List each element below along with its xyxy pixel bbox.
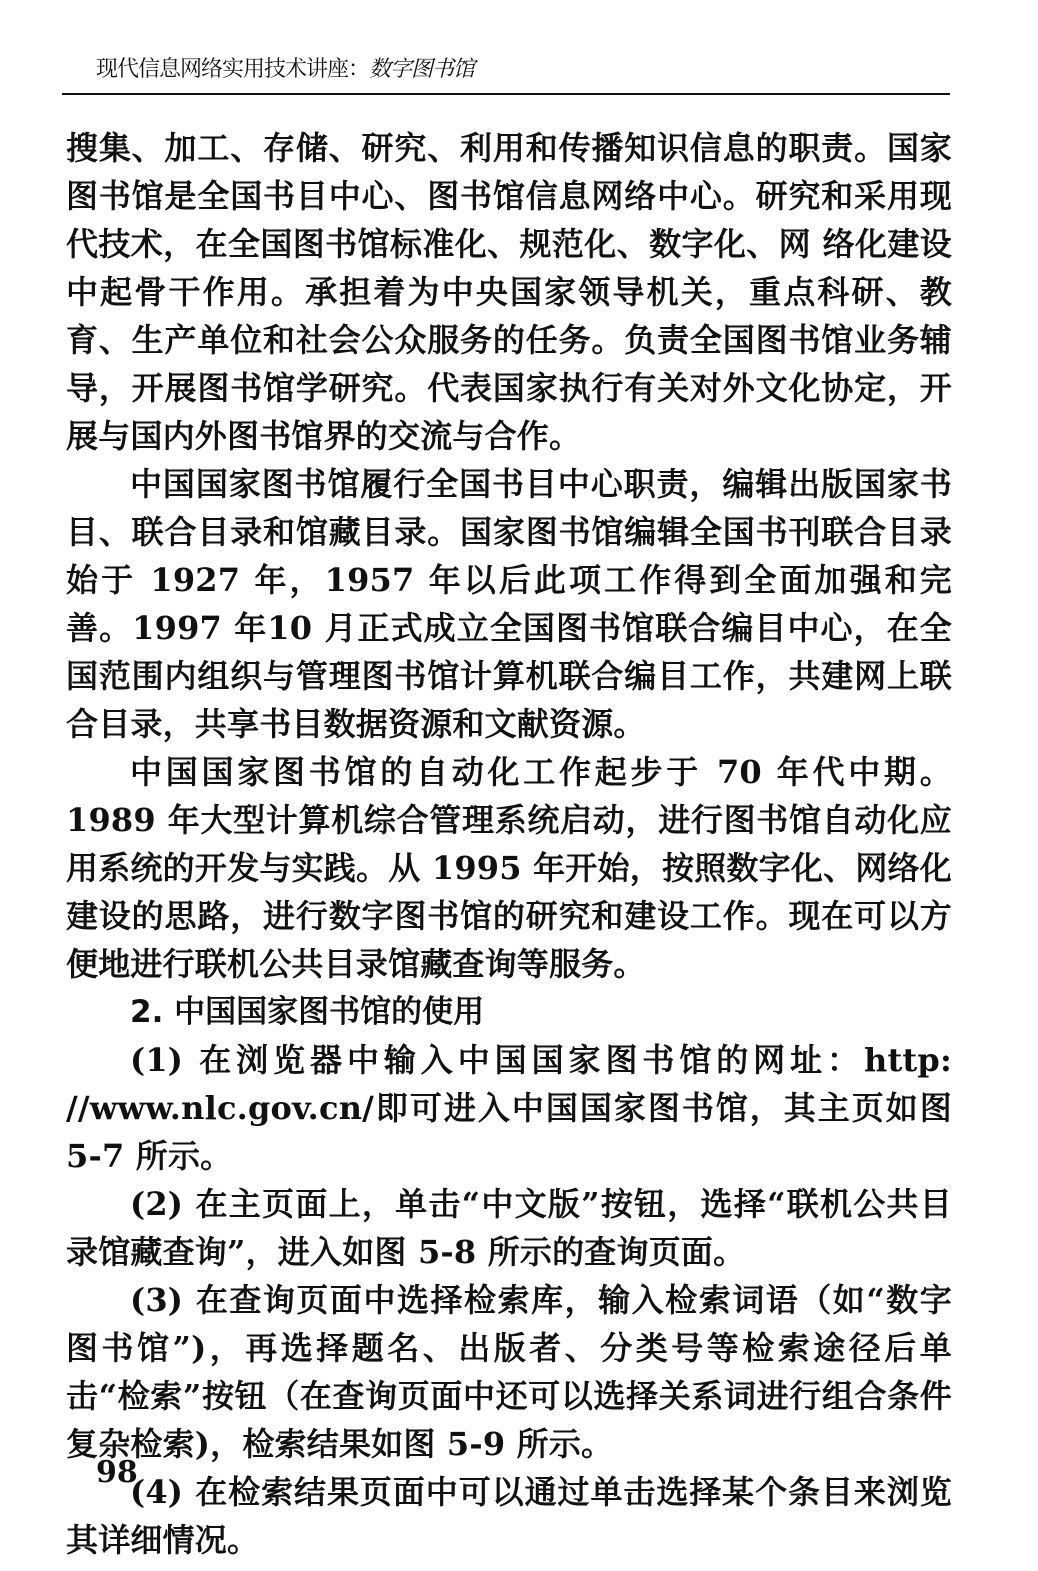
step-paragraph: (2) 在主页面上，单击“中文版”按钮，选择“联机公共目录馆藏查询”，进入如图 5-8 所示的查询页面。 xyxy=(66,1185,952,1271)
header-book-title: 数字图书馆 xyxy=(369,57,475,82)
step-paragraph: (3) 在查询页面中选择检索库，输入检索词语（如“数字图书馆”)，再选择题名、出版者、分类号等检索途径后单击“检索”按钮（在查询页面中还可以选择关系词进行组合条件复杂检索)，检索结果如图 5-9 所示。 xyxy=(66,1281,952,1463)
body-paragraph: 中国国家图书馆履行全国书目中心职责，编辑出版国家书目、联合目录和馆藏目录。国家图书馆编辑全国书刊联合目录始于 1927 年，1957 年以后此项工作得到全面加强和完善。1997 年10 月正式成立全国图书馆联合编目中心，在全国范围内组织与管理图书馆计算机联合编目工作，共建网上联合目录，共享书目数据资源和文献资源。 xyxy=(66,465,952,743)
running-header xyxy=(96,52,474,83)
body-paragraph: 搜集、加工、存储、研究、利用和传播知识信息的职责。国家图书馆是全国书目中心、图书馆信息网络中心。研究和采用现代技术，在全国图书馆标准化、规范化、数字化、网 络化建设中起骨干作用。承担着为中央国家领导机关，重点科研、教育、生产单位和社会公众服务的任务。负责全国图书馆业务辅导，开展图书馆学研究。代表国家执行有关对外文化协定，开展与国内外图书馆界的交流与合作。 xyxy=(66,129,952,455)
section-heading: 2. 中国国家图书馆的使用 xyxy=(130,994,485,1030)
step-paragraph: (1) 在浏览器中输入中国国家图书馆的网址：http: //www.nlc.gov.cn/即可进入中国国家图书馆，其主页如图 5-7 所示。 xyxy=(66,1041,952,1175)
header-rule xyxy=(62,93,950,95)
step-paragraph: (4) 在检索结果页面中可以通过单击选择某个条目来浏览其详细情况。 xyxy=(66,1473,952,1559)
header-series-title: 现代信息网络实用技术讲座： xyxy=(96,57,370,82)
page-number: 98 xyxy=(96,1455,138,1490)
page-body xyxy=(66,124,952,1564)
body-paragraph: 中国国家图书馆的自动化工作起步于 70 年代中期。1989 年大型计算机综合管理系统启动，进行图书馆自动化应用系统的开发与实践。从 1995 年开始，按照数字化、网络化建设的思路，进行数字图书馆的研究和建设工作。现在可以方便地进行联机公共目录馆藏查询等服务。 xyxy=(66,753,952,983)
